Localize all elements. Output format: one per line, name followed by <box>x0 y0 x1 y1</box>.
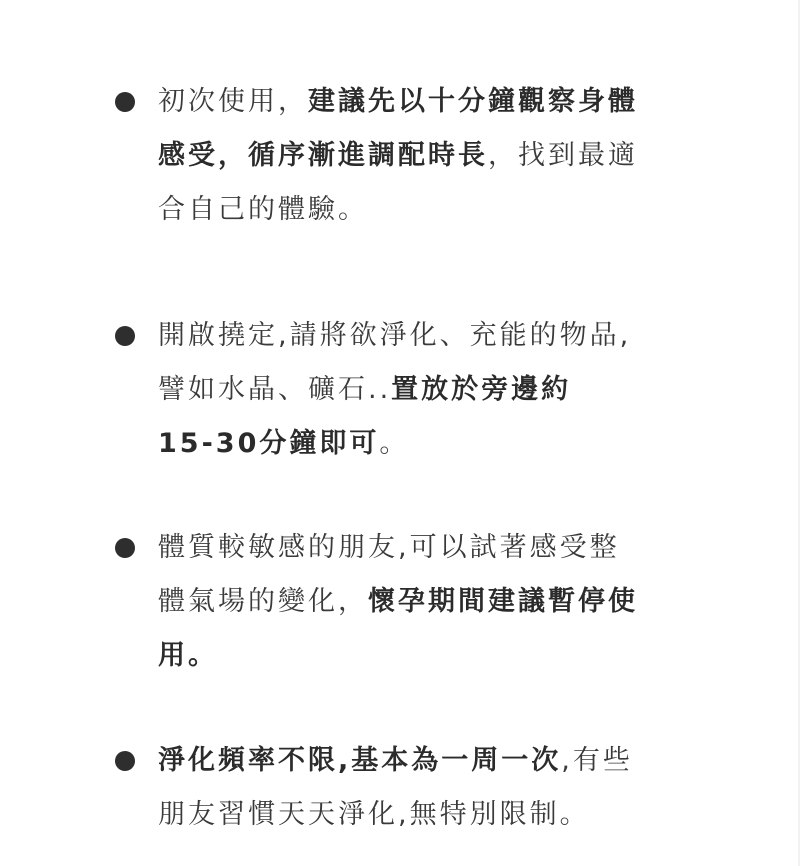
bold-text-run: 懷孕期間建議暫停使 <box>368 586 638 617</box>
text-run: ,有些 <box>561 745 633 776</box>
note-text <box>158 521 698 683</box>
text-run: 。 <box>379 428 410 459</box>
text-run: 朋友習慣天天淨化,無特別限制。 <box>158 799 590 830</box>
note-line <box>158 309 698 363</box>
bullet-dot <box>115 92 135 112</box>
note-line <box>158 788 698 842</box>
bold-text-run: 淨化頻率不限,基本為一周一次 <box>158 745 562 776</box>
note-line <box>158 629 698 683</box>
note-line <box>158 75 698 129</box>
bold-text-run: 用。 <box>158 640 218 671</box>
bullet-dot <box>115 326 135 346</box>
bold-text-run: 感受，循序漸進調配時長 <box>158 140 488 171</box>
text-run: 開啟撓定,請將欲淨化、充能的物品, <box>158 320 632 351</box>
bold-text-run: 15-30分鐘即可 <box>158 428 380 459</box>
note-line <box>158 521 698 575</box>
note-line <box>158 734 698 788</box>
note-text <box>158 734 698 842</box>
note-line <box>158 575 698 629</box>
note-line <box>158 129 698 183</box>
text-run: 體質較敏感的朋友,可以試著感受整 <box>158 532 620 563</box>
text-run: 譬如水晶、礦石.. <box>158 374 392 405</box>
text-run: 初次使用， <box>158 86 308 117</box>
bullet-dot <box>115 751 135 771</box>
note-text <box>158 75 698 237</box>
note-line <box>158 417 698 471</box>
text-run: 體氣場的變化， <box>158 586 368 617</box>
note-line <box>158 363 698 417</box>
note-line <box>158 183 698 237</box>
text-run: ，找到最適 <box>488 140 638 171</box>
note-text <box>158 309 698 471</box>
bold-text-run: 建議先以十分鐘觀察身體 <box>308 86 638 117</box>
bold-text-run: 置放於旁邊約 <box>391 374 572 405</box>
text-run: 合自己的體驗。 <box>158 194 368 225</box>
bullet-dot <box>115 538 135 558</box>
